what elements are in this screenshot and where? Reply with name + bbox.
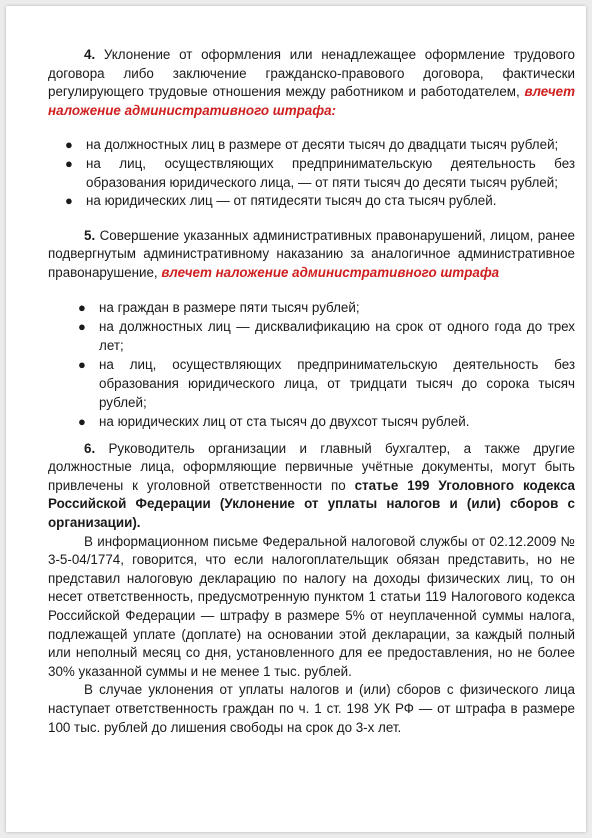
tax-evasion-paragraph: В случае уклонения от уплаты налогов и (или) сборов с физического лица наступает ответственность граждан по ч. 1 ст. 198 УК РФ — от штрафа в размере 100 тыс. рублей до лишения свободы на срок до 3-х лет. [48, 682, 575, 735]
section-4-list [48, 136, 575, 210]
document-page [6, 6, 586, 832]
section-5-text: Совершение указанных административных правонарушений, лицом, ранее подвергнутым административному наказанию за аналогичное административное правонарушение, [48, 227, 575, 280]
tax-letter-paragraph: В информационном письме Федеральной налоговой службы от 02.12.2009 № 3-5-04/1774, говорится, что если налогоплательщик обязан представить, но не представил налоговую декларацию по налогу на доходы физических лиц, то он несет ответственность, предусмотренную пунктом 1 статьи 119 Налогового кодекса Российской Федерации — штрафу в размере 5% от неуплаченной суммы налога, подлежащей уплате (доплате) на основании этой декларации, за каждый полный или неполный месяц со дня, установленного для ее предоставления, но не более 30% указанной суммы и не менее 1 тыс. рублей. [48, 533, 575, 679]
bullet-icon: ● [78, 414, 86, 430]
section-4-number: 4. [84, 47, 96, 62]
section-6-article: статье 199 Уголовного кодекса Российской Федерации (Уклонение от уплаты налогов и (или) сборов с организации). [48, 477, 575, 531]
bullet-icon: ● [65, 193, 73, 209]
bullet-icon: ● [78, 319, 86, 335]
section-4-paragraph [48, 46, 575, 120]
section-6-number: 6. [84, 440, 96, 456]
list-item: ● на лиц, осуществляющих предпринимательскую деятельность без образования юридического лица, от тридцати тысяч до сорока тысяч рублей; [78, 357, 575, 410]
document-body [48, 46, 575, 737]
list-item: ● на должностных лиц — дисквалификацию на срок от одного года до трех лет; [78, 319, 575, 353]
section-6-paragraph [48, 440, 575, 533]
bullet-icon: ● [65, 137, 73, 153]
bullet-icon: ● [78, 357, 86, 373]
bullet-icon: ● [78, 299, 86, 315]
section-4-text: Уклонение от оформления или ненадлежащее оформление трудового договора либо заключение гражданско-правового договора, фактически регулирующего трудовые отношения между работником и работодателем, [48, 47, 575, 100]
section-4-penalty: влечет наложение административного штрафа: [48, 84, 575, 118]
list-item: ● на должностных лиц в размере от десяти тысяч до двадцати тысяч рублей; [86, 136, 575, 155]
section-6-text: Руководитель организации и главный бухгалтер, а также другие должностные лица, оформляющие первичные учётные документы, могут быть привлечены к уголовной ответственности по [48, 440, 575, 493]
section-5-paragraph [48, 227, 575, 283]
section-5-number: 5. [84, 227, 96, 243]
list-item: ● на юридических лиц — от пятидесяти тысяч до ста тысяч рублей. [86, 192, 575, 211]
list-item: ● на юридических лиц от ста тысяч до двухсот тысяч рублей. [99, 413, 575, 432]
list-item: ● на граждан в размере пяти тысяч рублей; [99, 299, 575, 318]
bullet-icon: ● [65, 155, 73, 171]
section-5-list [48, 299, 575, 432]
list-item: ● на лиц, осуществляющих предпринимательскую деятельность без образования юридического лица, — от пяти тысяч до десяти тысяч рублей; [65, 155, 575, 190]
section-5-penalty: влечет наложение административного штрафа [161, 264, 500, 280]
